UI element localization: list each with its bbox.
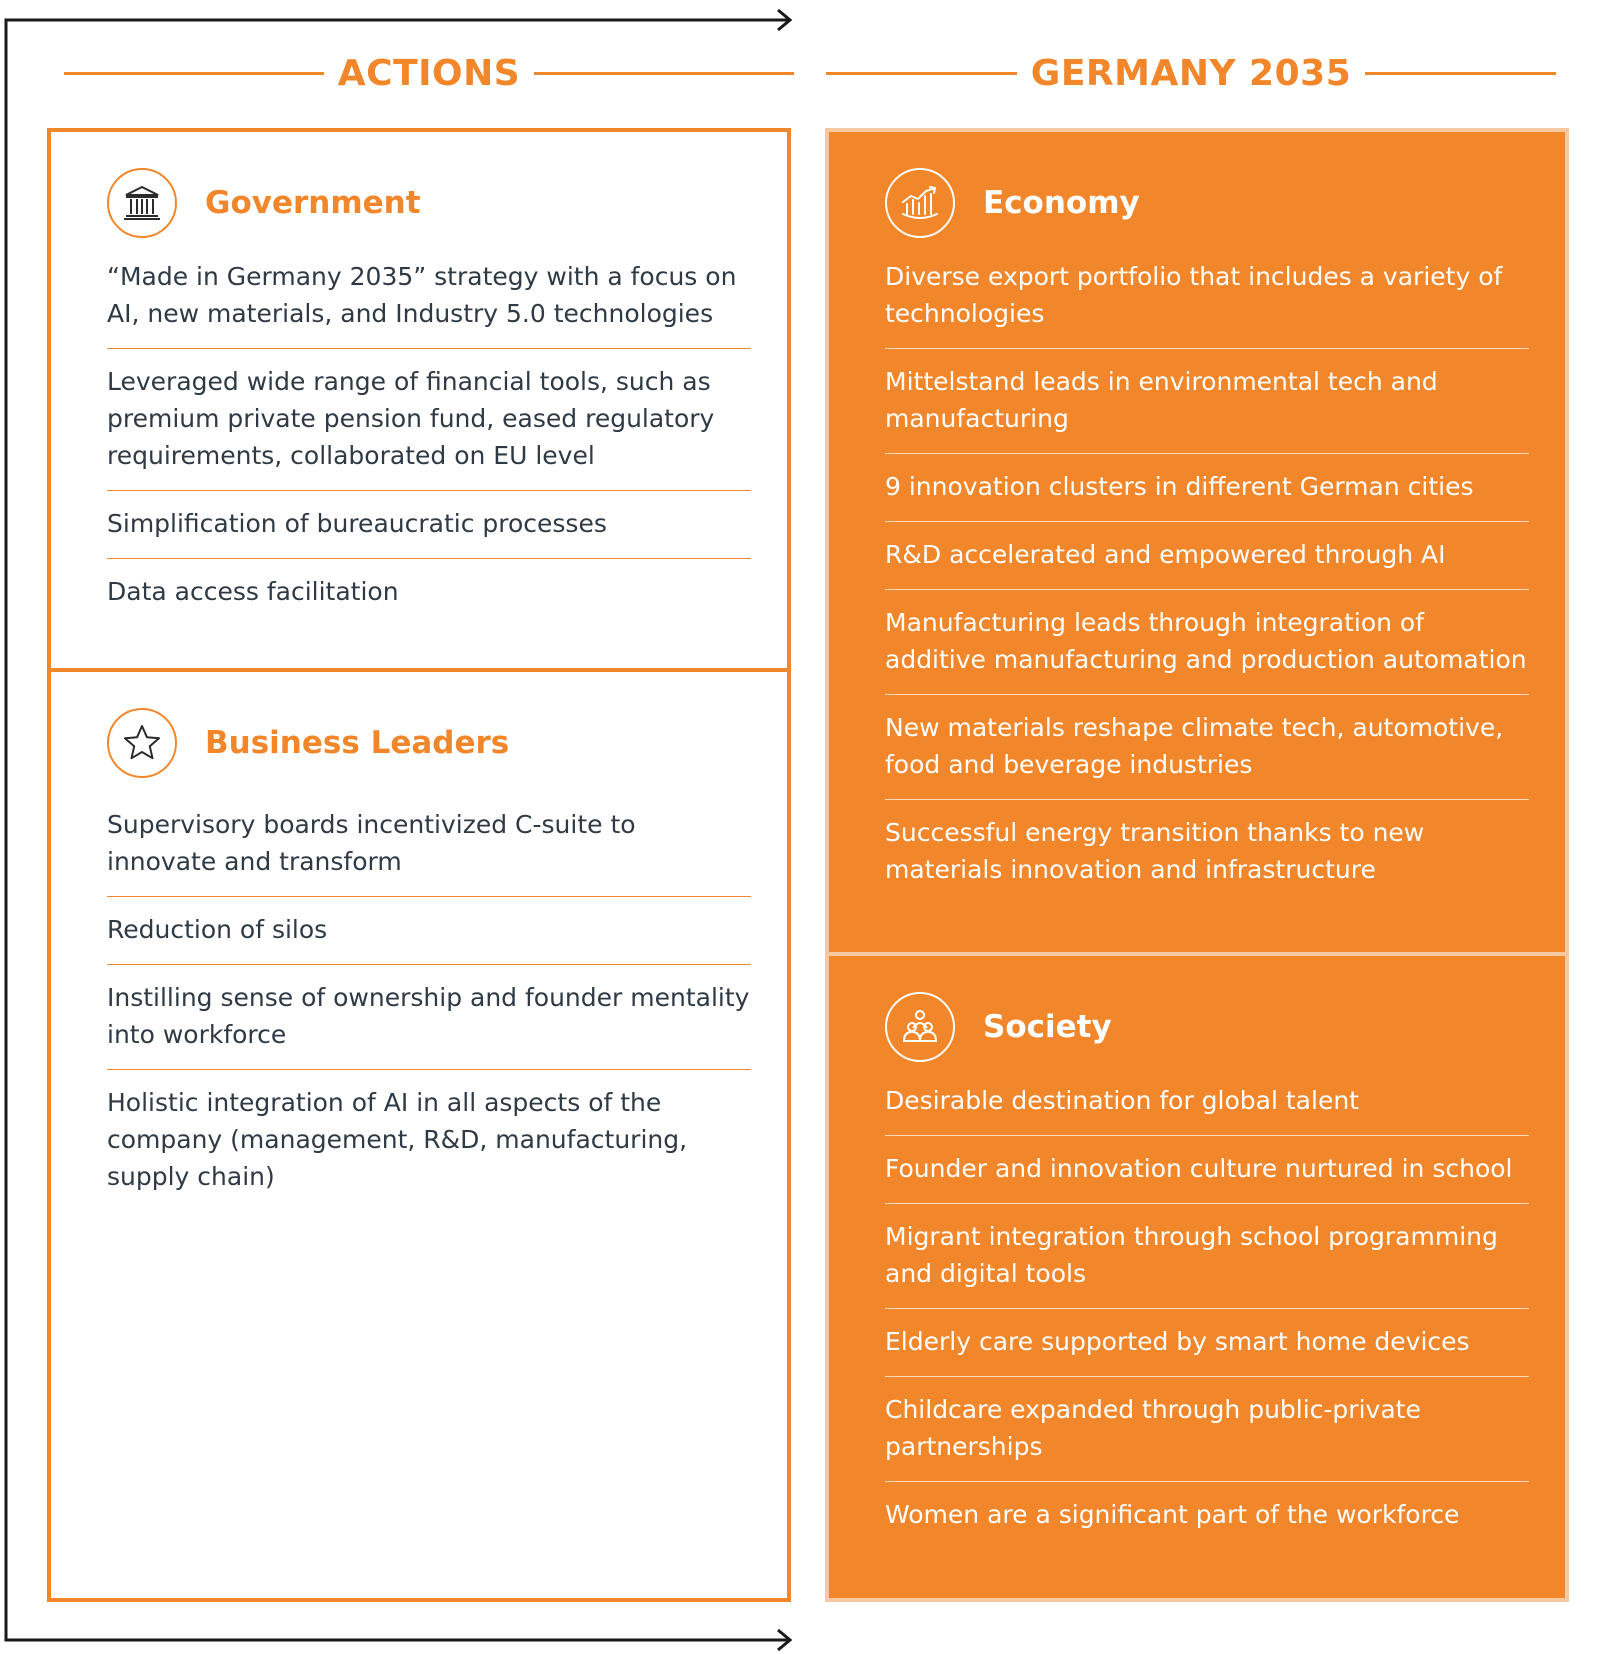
business-leaders-title: Business Leaders xyxy=(205,725,510,761)
economy-title: Economy xyxy=(983,185,1140,221)
society-list xyxy=(885,1082,1529,1549)
government-title: Government xyxy=(205,185,421,221)
government-section xyxy=(51,132,787,668)
list-item: Elderly care supported by smart home devices xyxy=(885,1309,1529,1377)
list-item: Childcare expanded through public-private partnerships xyxy=(885,1377,1529,1482)
list-item: New materials reshape climate tech, automotive, food and beverage industries xyxy=(885,695,1529,800)
list-item: Diverse export portfolio that includes a variety of technologies xyxy=(885,258,1529,349)
header-rule-left xyxy=(826,72,1017,75)
germany-2035-title: GERMANY 2035 xyxy=(1030,52,1352,94)
list-item: R&D accelerated and empowered through AI xyxy=(885,522,1529,590)
header-rule-left xyxy=(64,72,324,75)
header-rule-right xyxy=(534,72,794,75)
list-item: “Made in Germany 2035” strategy with a focus on AI, new materials, and Industry 5.0 technologies xyxy=(107,258,751,349)
government-heading xyxy=(107,168,421,238)
list-item: Women are a significant part of the workforce xyxy=(885,1500,1460,1529)
society-title: Society xyxy=(983,1009,1112,1045)
actions-title: ACTIONS xyxy=(337,52,521,94)
society-section xyxy=(829,956,1565,1598)
growth-chart-icon xyxy=(885,168,955,238)
list-item: 9 innovation clusters in different German cities xyxy=(885,454,1529,522)
list-item: Simplification of bureaucratic processes xyxy=(107,491,751,559)
star-icon xyxy=(107,708,177,778)
list-item: Mittelstand leads in environmental tech and manufacturing xyxy=(885,349,1529,454)
header-rule-right xyxy=(1365,72,1556,75)
germany-2035-header xyxy=(826,48,1556,98)
list-item: Holistic integration of AI in all aspects of the company (management, R&D, manufacturing, supply chain) xyxy=(107,1088,688,1191)
government-list xyxy=(107,258,751,626)
people-group-icon xyxy=(885,992,955,1062)
economy-heading xyxy=(885,168,1140,238)
business-leaders-list xyxy=(107,806,751,1211)
list-item: Successful energy transition thanks to new materials innovation and infrastructure xyxy=(885,818,1425,884)
actions-header xyxy=(64,48,794,98)
list-item: Leveraged wide range of financial tools, such as premium private pension fund, eased regulatory requirements, collaborated on EU level xyxy=(107,349,751,491)
list-item: Migrant integration through school programming and digital tools xyxy=(885,1204,1529,1309)
list-item: Supervisory boards incentivized C-suite to innovate and transform xyxy=(107,806,751,897)
actions-panel xyxy=(47,128,791,1602)
economy-list xyxy=(885,258,1529,904)
government-building-icon xyxy=(107,168,177,238)
list-item: Instilling sense of ownership and founder mentality into workforce xyxy=(107,965,751,1070)
business-leaders-section xyxy=(51,672,787,1598)
economy-section xyxy=(829,132,1565,952)
list-item: Desirable destination for global talent xyxy=(885,1082,1529,1136)
list-item: Data access facilitation xyxy=(107,577,399,606)
list-item: Reduction of silos xyxy=(107,897,751,965)
society-heading xyxy=(885,992,1112,1062)
business-leaders-heading xyxy=(107,708,509,778)
germany-2035-panel xyxy=(825,128,1569,1602)
list-item: Founder and innovation culture nurtured in school xyxy=(885,1136,1529,1204)
list-item: Manufacturing leads through integration of additive manufacturing and production automation xyxy=(885,590,1529,695)
